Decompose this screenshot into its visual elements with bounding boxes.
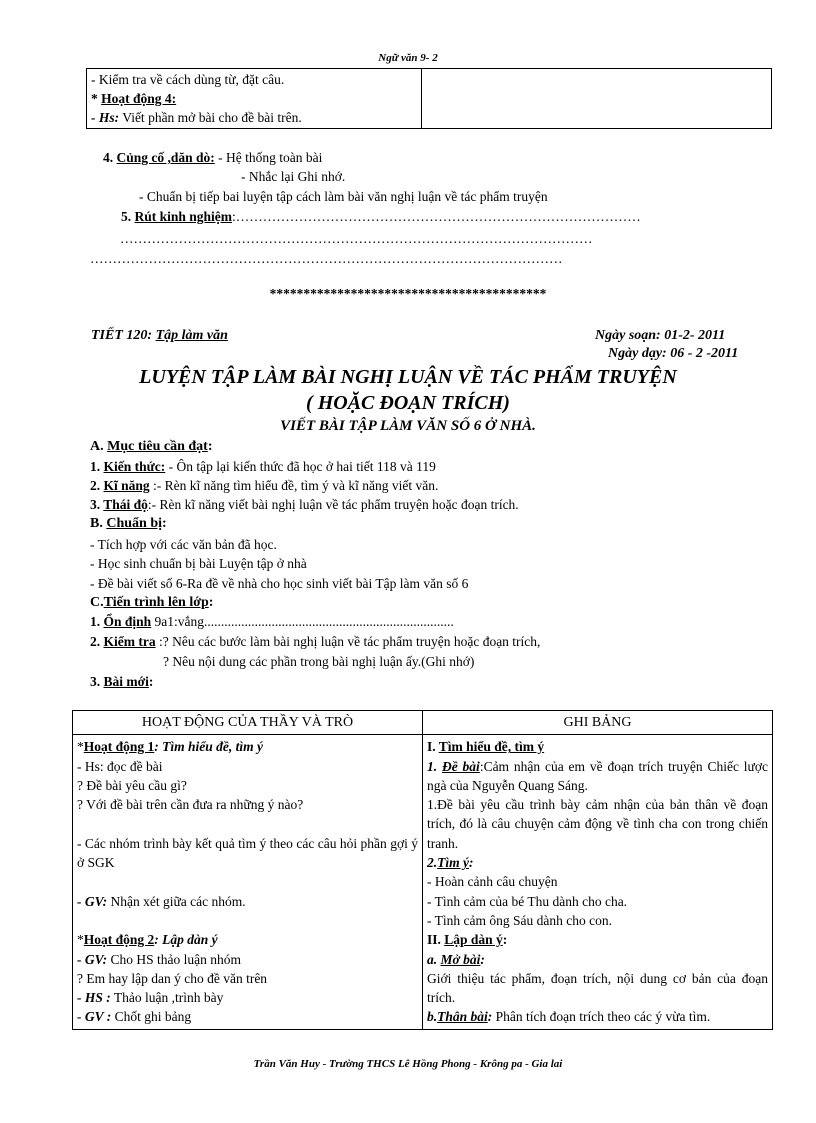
- experience-dots-2: ……………………………………………………………………………………………: [120, 231, 593, 246]
- preparation-suffix: :: [162, 516, 167, 531]
- idea-item-3: - Tình cảm ông Sáu dành cho con.: [427, 912, 612, 928]
- board-notes-column: [423, 735, 773, 1029]
- blank-line: [77, 872, 418, 891]
- topic-num: 1.: [427, 758, 442, 774]
- gv-review-groups: [77, 892, 418, 911]
- body-label: Thân bài: [437, 1009, 488, 1025]
- activity-2-heading: [77, 930, 418, 949]
- consolidation-item-2: - Nhắc lại Ghi nhớ.: [241, 169, 346, 184]
- intro-num: a.: [427, 951, 441, 967]
- objective-knowledge: [90, 459, 436, 475]
- procedure-label: Tiến trình lên lớp: [103, 595, 209, 610]
- new-lesson-label: Bài mới: [103, 674, 149, 689]
- activity-1-prefix: *: [77, 739, 84, 755]
- lesson-title-2: ( HOẶC ĐOẠN TRÍCH): [306, 392, 510, 414]
- body-num: b.: [427, 1009, 438, 1025]
- section-1-heading: [427, 737, 768, 756]
- section-2-heading: [427, 930, 768, 949]
- preparation-item-3: - Đề bài viết số 6-Ra đề về nhà cho học sinh viết bài Tập làm văn số 6: [90, 576, 469, 591]
- ideas-question: ? Với đề bài trên cần đưa ra những ý nào?: [77, 797, 304, 813]
- skills-num: 2.: [90, 478, 104, 493]
- attitude-num: 3.: [90, 497, 104, 512]
- outline-question: ? Em hay lập dan ý cho đề văn trên: [77, 970, 268, 986]
- preparation-item-1: - Tích hợp với các văn bản đã học.: [90, 537, 277, 552]
- objective-attitude: [90, 497, 519, 513]
- stabilize-label: Ổn định: [103, 614, 152, 629]
- activity-2-prefix: *: [77, 932, 84, 948]
- prep-date: Ngày soạn: 01-2- 2011: [595, 328, 726, 343]
- consolidation-num: 4.: [103, 150, 117, 165]
- read-topic-line: - Hs: đọc đề bài: [77, 758, 163, 774]
- ideas-suffix: :: [469, 855, 474, 871]
- check-text: :? Nêu các bước làm bài nghị luận về tác phẩm truyện hoặc đoạn trích,: [155, 634, 541, 649]
- teacher-student-header: HOẠT ĐỘNG CỦA THẦY VÀ TRÒ: [73, 711, 423, 735]
- ideas-label: Tìm ý: [437, 855, 469, 871]
- hs-text: Thảo luận ,trình bày: [110, 990, 224, 1006]
- gv-label: - GV :: [77, 1009, 112, 1025]
- experience-heading: [121, 209, 641, 225]
- separator-stars: *****************************************: [269, 286, 547, 301]
- gv-label: - GV:: [77, 951, 108, 967]
- attitude-label: Thái độ: [103, 497, 148, 512]
- topic-statement: [427, 757, 768, 796]
- objectives-prefix: A.: [90, 439, 108, 454]
- hs-text: Viết phần mở bài cho đề bài trên.: [119, 110, 302, 125]
- gv-group-discussion: [77, 950, 418, 969]
- objectives-heading: [90, 439, 213, 455]
- check-question-2: ? Nêu nội dung các phần trong bài nghị luận ấy.(Ghi nhớ): [163, 654, 475, 669]
- experience-dots-3: ……………………………………………………………………………………………: [90, 251, 563, 266]
- intro-label: Mở bài: [440, 951, 481, 967]
- new-lesson-suffix: :: [148, 674, 154, 689]
- period-number: TIẾT 120:: [91, 328, 153, 343]
- activity-2-label: Hoạt động 2: [83, 932, 155, 948]
- body-paragraph: [427, 1007, 768, 1026]
- stabilize-text: 9a1:vắng..........................................................................: [151, 614, 454, 629]
- board-notes-header: GHI BẢNG: [423, 711, 773, 735]
- objectives-label: Mục tiêu cần đạt: [107, 439, 208, 454]
- intro-heading: [427, 950, 768, 969]
- attitude-text: :- Rèn kĩ năng viết bài nghị luận về tác phẩm truyện hoặc đoạn trích.: [147, 497, 519, 512]
- preparation-item-2: - Học sinh chuẩn bị bài Luyện tập ở nhà: [90, 556, 307, 571]
- step-stabilize: [90, 614, 454, 630]
- body-suffix: :: [487, 1009, 493, 1025]
- continued-right-cell: [422, 69, 772, 129]
- section-1-num: I.: [427, 739, 439, 755]
- ideas-heading: [427, 853, 768, 872]
- body-text: Phân tích đoạn trích theo các ý vừa tìm.: [492, 1009, 711, 1025]
- preparation-heading: [90, 516, 167, 532]
- gv-label: - GV:: [77, 893, 108, 909]
- section-1-label: Tìm hiểu đề, tìm ý: [438, 739, 545, 755]
- preparation-prefix: B.: [90, 516, 107, 531]
- knowledge-num: 1.: [90, 459, 104, 474]
- blank-line: [77, 814, 418, 833]
- gv-conclude: [77, 1007, 418, 1026]
- skills-label: Kĩ năng: [103, 478, 150, 493]
- new-lesson-num: 3.: [90, 674, 104, 689]
- consolidation-heading: [103, 150, 322, 166]
- stabilize-num: 1.: [90, 614, 104, 629]
- activities-column: [73, 735, 423, 1029]
- check-label: Kiểm tra: [103, 634, 156, 649]
- page-header: Ngữ văn 9- 2: [378, 52, 438, 64]
- experience-dots-1: :………………………………………………………………………………: [232, 209, 641, 224]
- activity-1-label: Hoạt động 1: [83, 739, 155, 755]
- intro-suffix: :: [480, 951, 485, 967]
- procedure-suffix: :: [208, 595, 214, 610]
- objectives-suffix: :: [207, 439, 213, 454]
- page-footer: Trần Văn Huy - Trường THCS Lê Hồng Phong - Krông pa - Gia lai: [253, 1058, 563, 1070]
- activity-4-label: Hoạt động 4:: [101, 91, 177, 106]
- lesson-activity-table: [72, 710, 773, 1030]
- objective-skills: [90, 478, 438, 494]
- topic-label: Đề bài: [441, 758, 480, 774]
- gv-text: Chốt ghi bảng: [111, 1009, 192, 1025]
- blank-line: [77, 911, 418, 930]
- activity-1-title: : Tìm hiểu đề, tìm ý: [154, 739, 264, 755]
- gv-text: Cho HS thảo luận nhóm: [107, 951, 241, 967]
- section-2-label: Lập dàn ý: [444, 932, 503, 948]
- step-new-lesson: [90, 674, 153, 690]
- experience-num: 5.: [121, 209, 135, 224]
- topic-text: :Cảm nhận của em về đoạn trích truyện Chiếc lược ngà của Nguyễn Quang Sáng.: [427, 758, 768, 793]
- topic-requirement-answer: 1.Đề bài yêu cầu trình bày cảm nhận của bản thân về đoạn trích, đó là câu chuyện cảm động về tình cha con trong chiến tranh.: [427, 797, 768, 851]
- check-word-usage: - Kiểm tra về cách dùng từ, đặt câu.: [91, 72, 285, 87]
- teach-date: Ngày dạy: 06 - 2 -2011: [608, 346, 739, 361]
- activity-2-title: : Lập dàn ý: [154, 932, 218, 948]
- lesson-title-1: LUYỆN TẬP LÀM BÀI NGHỊ LUẬN VỀ TÁC PHẨM TRUYỆN: [139, 366, 677, 388]
- hs-write-intro: [91, 108, 417, 127]
- intro-text: Giới thiệu tác phẩm, đoạn trích, nội dung cơ bản của đoạn trích.: [427, 970, 768, 1006]
- step-check: [90, 634, 540, 650]
- lesson-subject: Tập làm văn: [155, 328, 228, 343]
- procedure-heading: [90, 595, 213, 611]
- lesson-title-3: VIẾT BÀI TẬP LÀM VĂN SỐ 6 Ở NHÀ.: [280, 418, 536, 434]
- activity-4-heading: [91, 89, 417, 108]
- check-num: 2.: [90, 634, 104, 649]
- ideas-num: 2.: [427, 855, 438, 871]
- consolidation-label: Củng cố ,dăn dò:: [116, 150, 215, 165]
- continued-activity-table: [86, 68, 772, 129]
- idea-item-2: - Tình cảm của bé Thu dành cho cha.: [427, 893, 628, 909]
- section-2-suffix: :: [502, 932, 508, 948]
- gv-text: Nhận xét giữa các nhóm.: [107, 893, 246, 909]
- section-2-num: II.: [427, 932, 445, 948]
- hs-label: - Hs:: [91, 110, 120, 125]
- group-presentation: - Các nhóm trình bày kết quả tìm ý theo các câu hỏi phần gợi ý ở SGK: [77, 835, 418, 871]
- idea-item-1: - Hoàn cảnh câu chuyện: [427, 874, 558, 890]
- hs-label: - HS :: [77, 990, 111, 1006]
- skills-text: :- Rèn kĩ năng tìm hiểu đề, tìm ý và kĩ năng viết văn.: [149, 478, 439, 493]
- preparation-label: Chuẩn bị: [106, 516, 162, 531]
- knowledge-text: - Ôn tập lại kiến thức đã học ở hai tiết 118 và 119: [165, 459, 436, 474]
- lesson-period: [91, 328, 228, 344]
- hs-discuss-present: [77, 988, 418, 1007]
- consolidation-item-1: - Hệ thống toàn bài: [214, 150, 323, 165]
- topic-requirement-question: ? Đề bài yêu cầu gì?: [77, 777, 187, 793]
- procedure-prefix: C.: [90, 595, 104, 610]
- activity-4-prefix: *: [91, 91, 102, 106]
- consolidation-item-3: - Chuẩn bị tiếp bai luyện tập cách làm bài văn nghị luận về tác phẩm truyện: [139, 189, 548, 204]
- continued-left-cell: [87, 69, 422, 129]
- knowledge-label: Kiến thức:: [103, 459, 166, 474]
- activity-1-heading: [77, 737, 418, 756]
- experience-label: Rút kinh nghiệm: [134, 209, 233, 224]
